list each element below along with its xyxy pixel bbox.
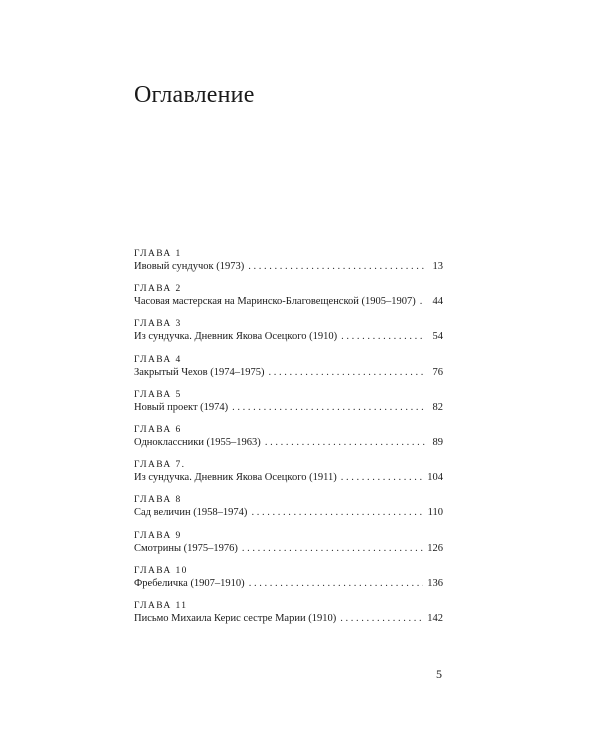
chapter-title: Часовая мастерская на Маринско-Благовещенской (1905–1907) xyxy=(134,296,416,308)
page-number: 5 xyxy=(436,667,442,681)
chapter-title: Из сундучка. Дневник Якова Осецкого (1911) xyxy=(134,472,337,484)
dot-leader xyxy=(251,506,423,520)
chapter-page-number: 82 xyxy=(432,401,443,413)
toc-entry-2[interactable] xyxy=(134,283,443,318)
chapter-page-number: 136 xyxy=(427,577,443,589)
chapter-label: ГЛАВА 10 xyxy=(134,565,188,576)
chapter-page-number: 142 xyxy=(427,612,443,624)
toc-entry-6[interactable] xyxy=(134,424,443,459)
page-title: Оглавление xyxy=(134,82,255,108)
chapter-label: ГЛАВА 8 xyxy=(134,495,182,506)
toc-entry-8[interactable] xyxy=(134,494,443,529)
toc-entry-7[interactable] xyxy=(134,459,443,494)
dot-leader xyxy=(420,295,425,309)
dot-leader xyxy=(265,436,425,450)
toc-line xyxy=(134,542,443,556)
dot-leader xyxy=(269,366,426,380)
toc-line xyxy=(134,471,443,485)
toc-line xyxy=(134,436,443,450)
toc-entry-4[interactable] xyxy=(134,354,443,389)
chapter-label: ГЛАВА 2 xyxy=(134,284,182,295)
chapter-label: ГЛАВА 11 xyxy=(134,600,188,611)
toc-entry-11[interactable] xyxy=(134,600,443,635)
toc-entry-1[interactable] xyxy=(134,248,443,283)
chapter-page-number: 13 xyxy=(432,261,443,272)
chapter-title: Письмо Михаила Керис сестре Марии (1910) xyxy=(134,612,337,624)
dot-leader xyxy=(242,542,423,556)
chapter-title: Сад величин (1958–1974) xyxy=(134,507,248,519)
chapter-page-number: 104 xyxy=(427,472,443,484)
toc-line xyxy=(134,612,443,626)
chapter-label: ГЛАВА 5 xyxy=(134,389,182,400)
dot-leader xyxy=(248,260,425,274)
chapter-title: Одноклассники (1955–1963) xyxy=(134,436,261,448)
chapter-page-number: 110 xyxy=(427,507,443,519)
chapter-page-number: 44 xyxy=(432,296,443,308)
chapter-title: Смотрины (1975–1976) xyxy=(134,542,238,554)
table-of-contents xyxy=(134,248,443,635)
toc-line xyxy=(134,506,443,520)
toc-line xyxy=(134,330,443,344)
chapter-page-number: 89 xyxy=(432,436,443,448)
toc-line xyxy=(134,260,443,274)
toc-entry-9[interactable] xyxy=(134,530,443,565)
toc-line xyxy=(134,295,443,309)
dot-leader xyxy=(232,401,425,415)
toc-entry-3[interactable] xyxy=(134,318,443,353)
chapter-page-number: 54 xyxy=(432,331,443,343)
chapter-title: Закрытый Чехов (1974–1975) xyxy=(134,366,265,378)
toc-line xyxy=(134,401,443,415)
dot-leader xyxy=(341,330,425,344)
dot-leader xyxy=(341,471,423,485)
toc-line xyxy=(134,366,443,380)
chapter-label: ГЛАВА 4 xyxy=(134,354,182,365)
dot-leader xyxy=(249,577,424,591)
chapter-label: ГЛАВА 9 xyxy=(134,530,182,541)
chapter-page-number: 126 xyxy=(427,542,443,554)
chapter-label: ГЛАВА 1 xyxy=(134,249,182,259)
chapter-title: Фребеличка (1907–1910) xyxy=(134,577,245,589)
chapter-label: ГЛАВА 6 xyxy=(134,424,182,435)
chapter-title: Новый проект (1974) xyxy=(134,401,229,413)
dot-leader xyxy=(340,612,423,626)
chapter-label: ГЛАВА 3 xyxy=(134,319,182,330)
toc-entry-5[interactable] xyxy=(134,389,443,424)
chapter-label: ГЛАВА 7. xyxy=(134,460,186,471)
chapter-title: Ивовый сундучок (1973) xyxy=(134,261,245,272)
toc-entry-10[interactable] xyxy=(134,565,443,600)
chapter-page-number: 76 xyxy=(432,366,443,378)
chapter-title: Из сундучка. Дневник Якова Осецкого (1910) xyxy=(134,331,338,343)
toc-line xyxy=(134,577,443,591)
